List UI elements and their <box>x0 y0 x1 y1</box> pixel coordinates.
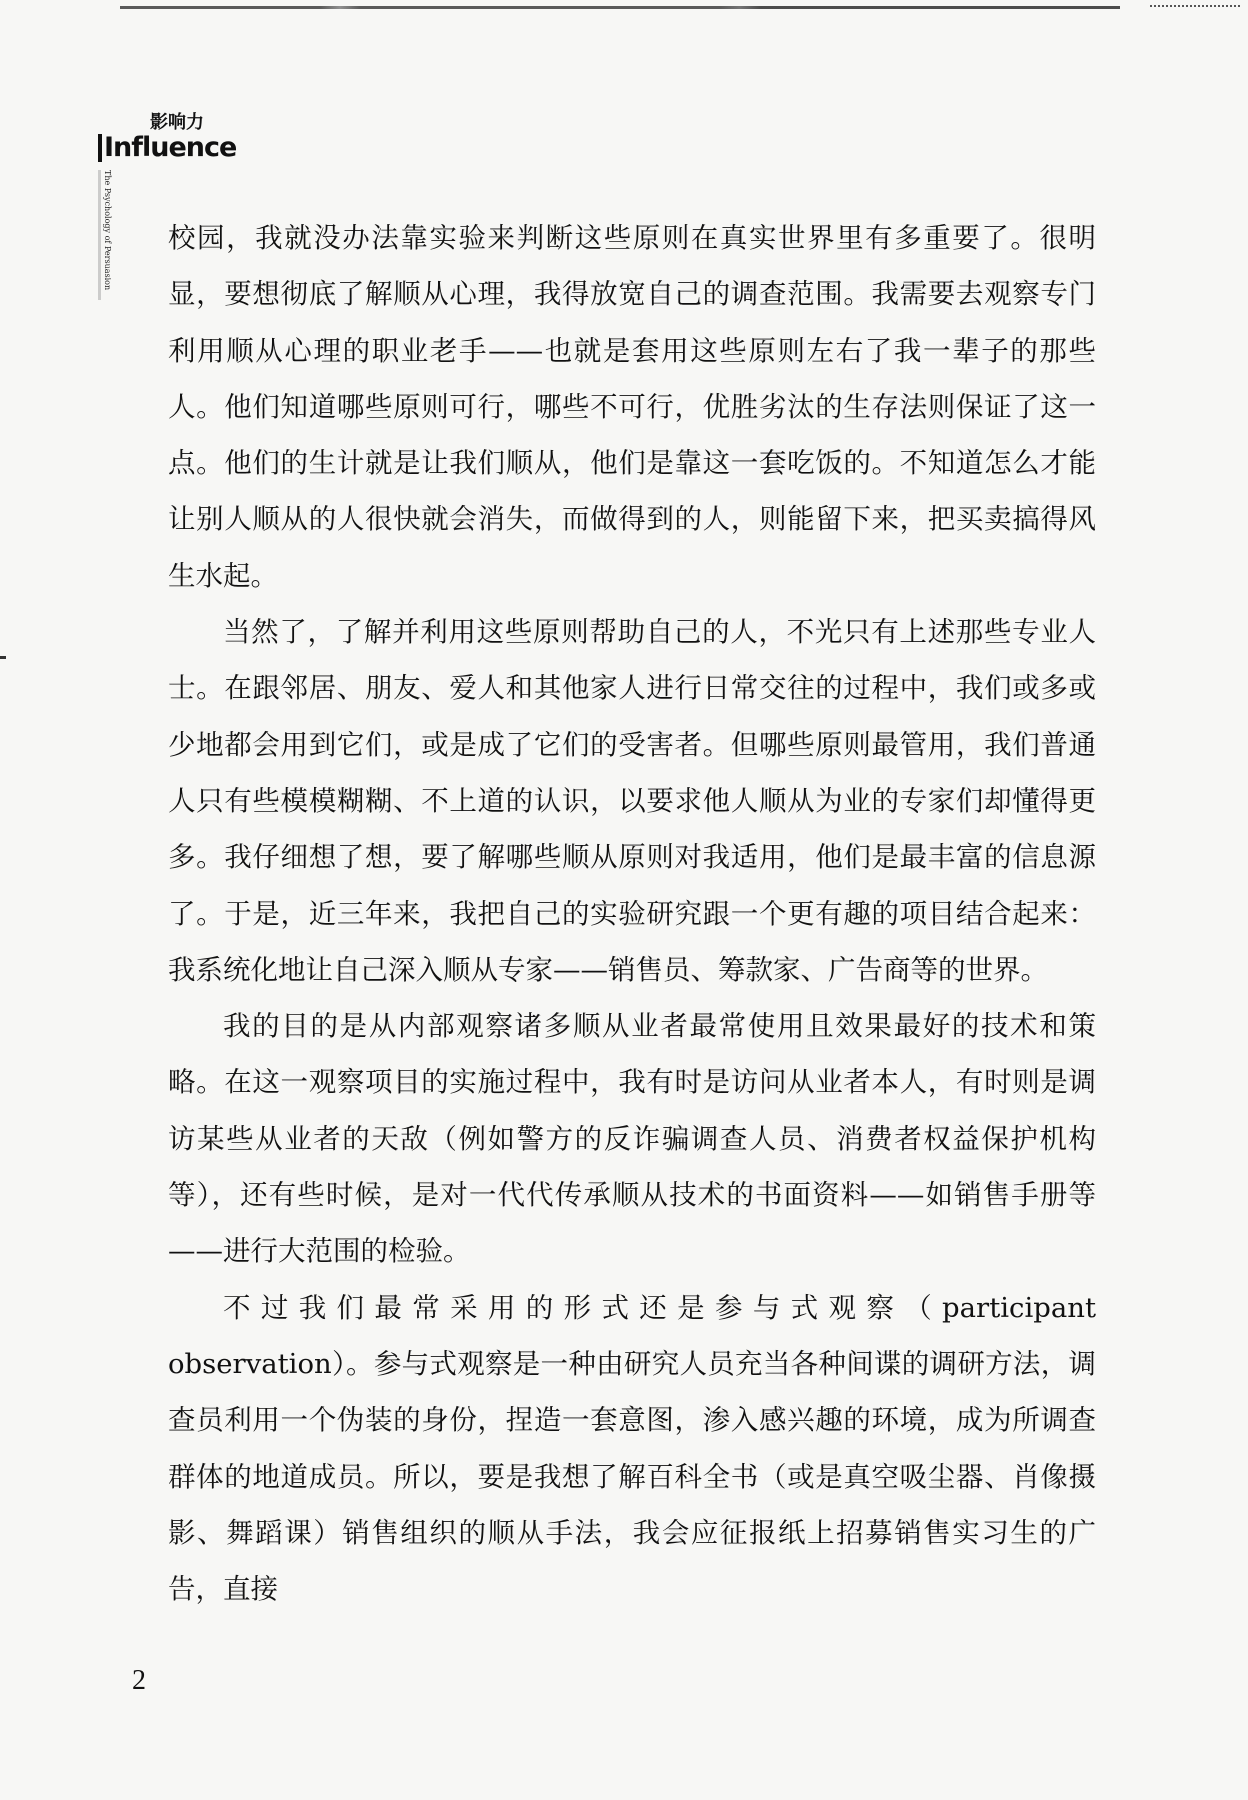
running-head-title-en: Influence <box>98 134 218 162</box>
running-head <box>98 112 237 163</box>
page-number: 2 <box>132 1665 146 1696</box>
paragraph: 不过我们最常采用的形式还是参与式观察（participant observation）。参与式观察是一种由研究人员充当各种间谍的调研方法，调查员利用一个伪装的身份，捏造一套意图，渗入感兴趣的环境，成为所调查群体的地道成员。所以，要是我想了解百科全书（或是真空吸尘器、肖像摄影、舞蹈课）销售组织的顺从手法，我会应征报纸上招募销售实习生的广告，直接 <box>168 1291 1096 1606</box>
running-head-subtitle: The Psychology of Persuasion <box>103 170 112 291</box>
margin-mark <box>0 656 6 659</box>
body-text <box>168 210 1096 1617</box>
paragraph: 校园，我就没办法靠实验来判断这些原则在真实世界里有多重要了。很明显，要想彻底了解顺从心理，我得放宽自己的调查范围。我需要去观察专门利用顺从心理的职业老手——也就是套用这些原则左右了我一辈子的那些人。他们知道哪些原则可行，哪些不可行，优胜劣汰的生存法则保证了这一点。他们的生计就是让我们顺从，他们是靠这一套吃饭的。不知道怎么才能让别人顺从的人很快就会消失，而做得到的人，则能留下来，把买卖搞得风生水起。 <box>168 222 1096 592</box>
running-head-side-bar <box>98 170 101 300</box>
top-rule-dots <box>1150 5 1240 11</box>
paragraph: 我的目的是从内部观察诸多顺从业者最常使用且效果最好的技术和策略。在这一观察项目的实施过程中，我有时是访问从业者本人，有时则是调访某些从业者的天敌（例如警方的反诈骗调查人员、消费者权益保护机构等），还有些时候，是对一代代传承顺从技术的书面资料——如销售手册等——进行大范围的检验。 <box>168 1010 1096 1268</box>
paragraph: 当然了，了解并利用这些原则帮助自己的人，不光只有上述那些专业人士。在跟邻居、朋友、爱人和其他家人进行日常交往的过程中，我们或多或少地都会用到它们，或是成了它们的受害者。但哪些原则最管用，我们普通人只有些模模糊糊、不上道的认识，以要求他人顺从为业的专家们却懂得更多。我仔细想了想，要了解哪些顺从原则对我适用，他们是最丰富的信息源了。于是，近三年来，我把自己的实验研究跟一个更有趣的项目结合起来：我系统化地让自己深入顺从专家——销售员、筹款家、广告商等的世界。 <box>168 616 1096 986</box>
running-head-title-cn: 影响力 <box>150 112 204 133</box>
top-rule <box>120 6 1120 9</box>
